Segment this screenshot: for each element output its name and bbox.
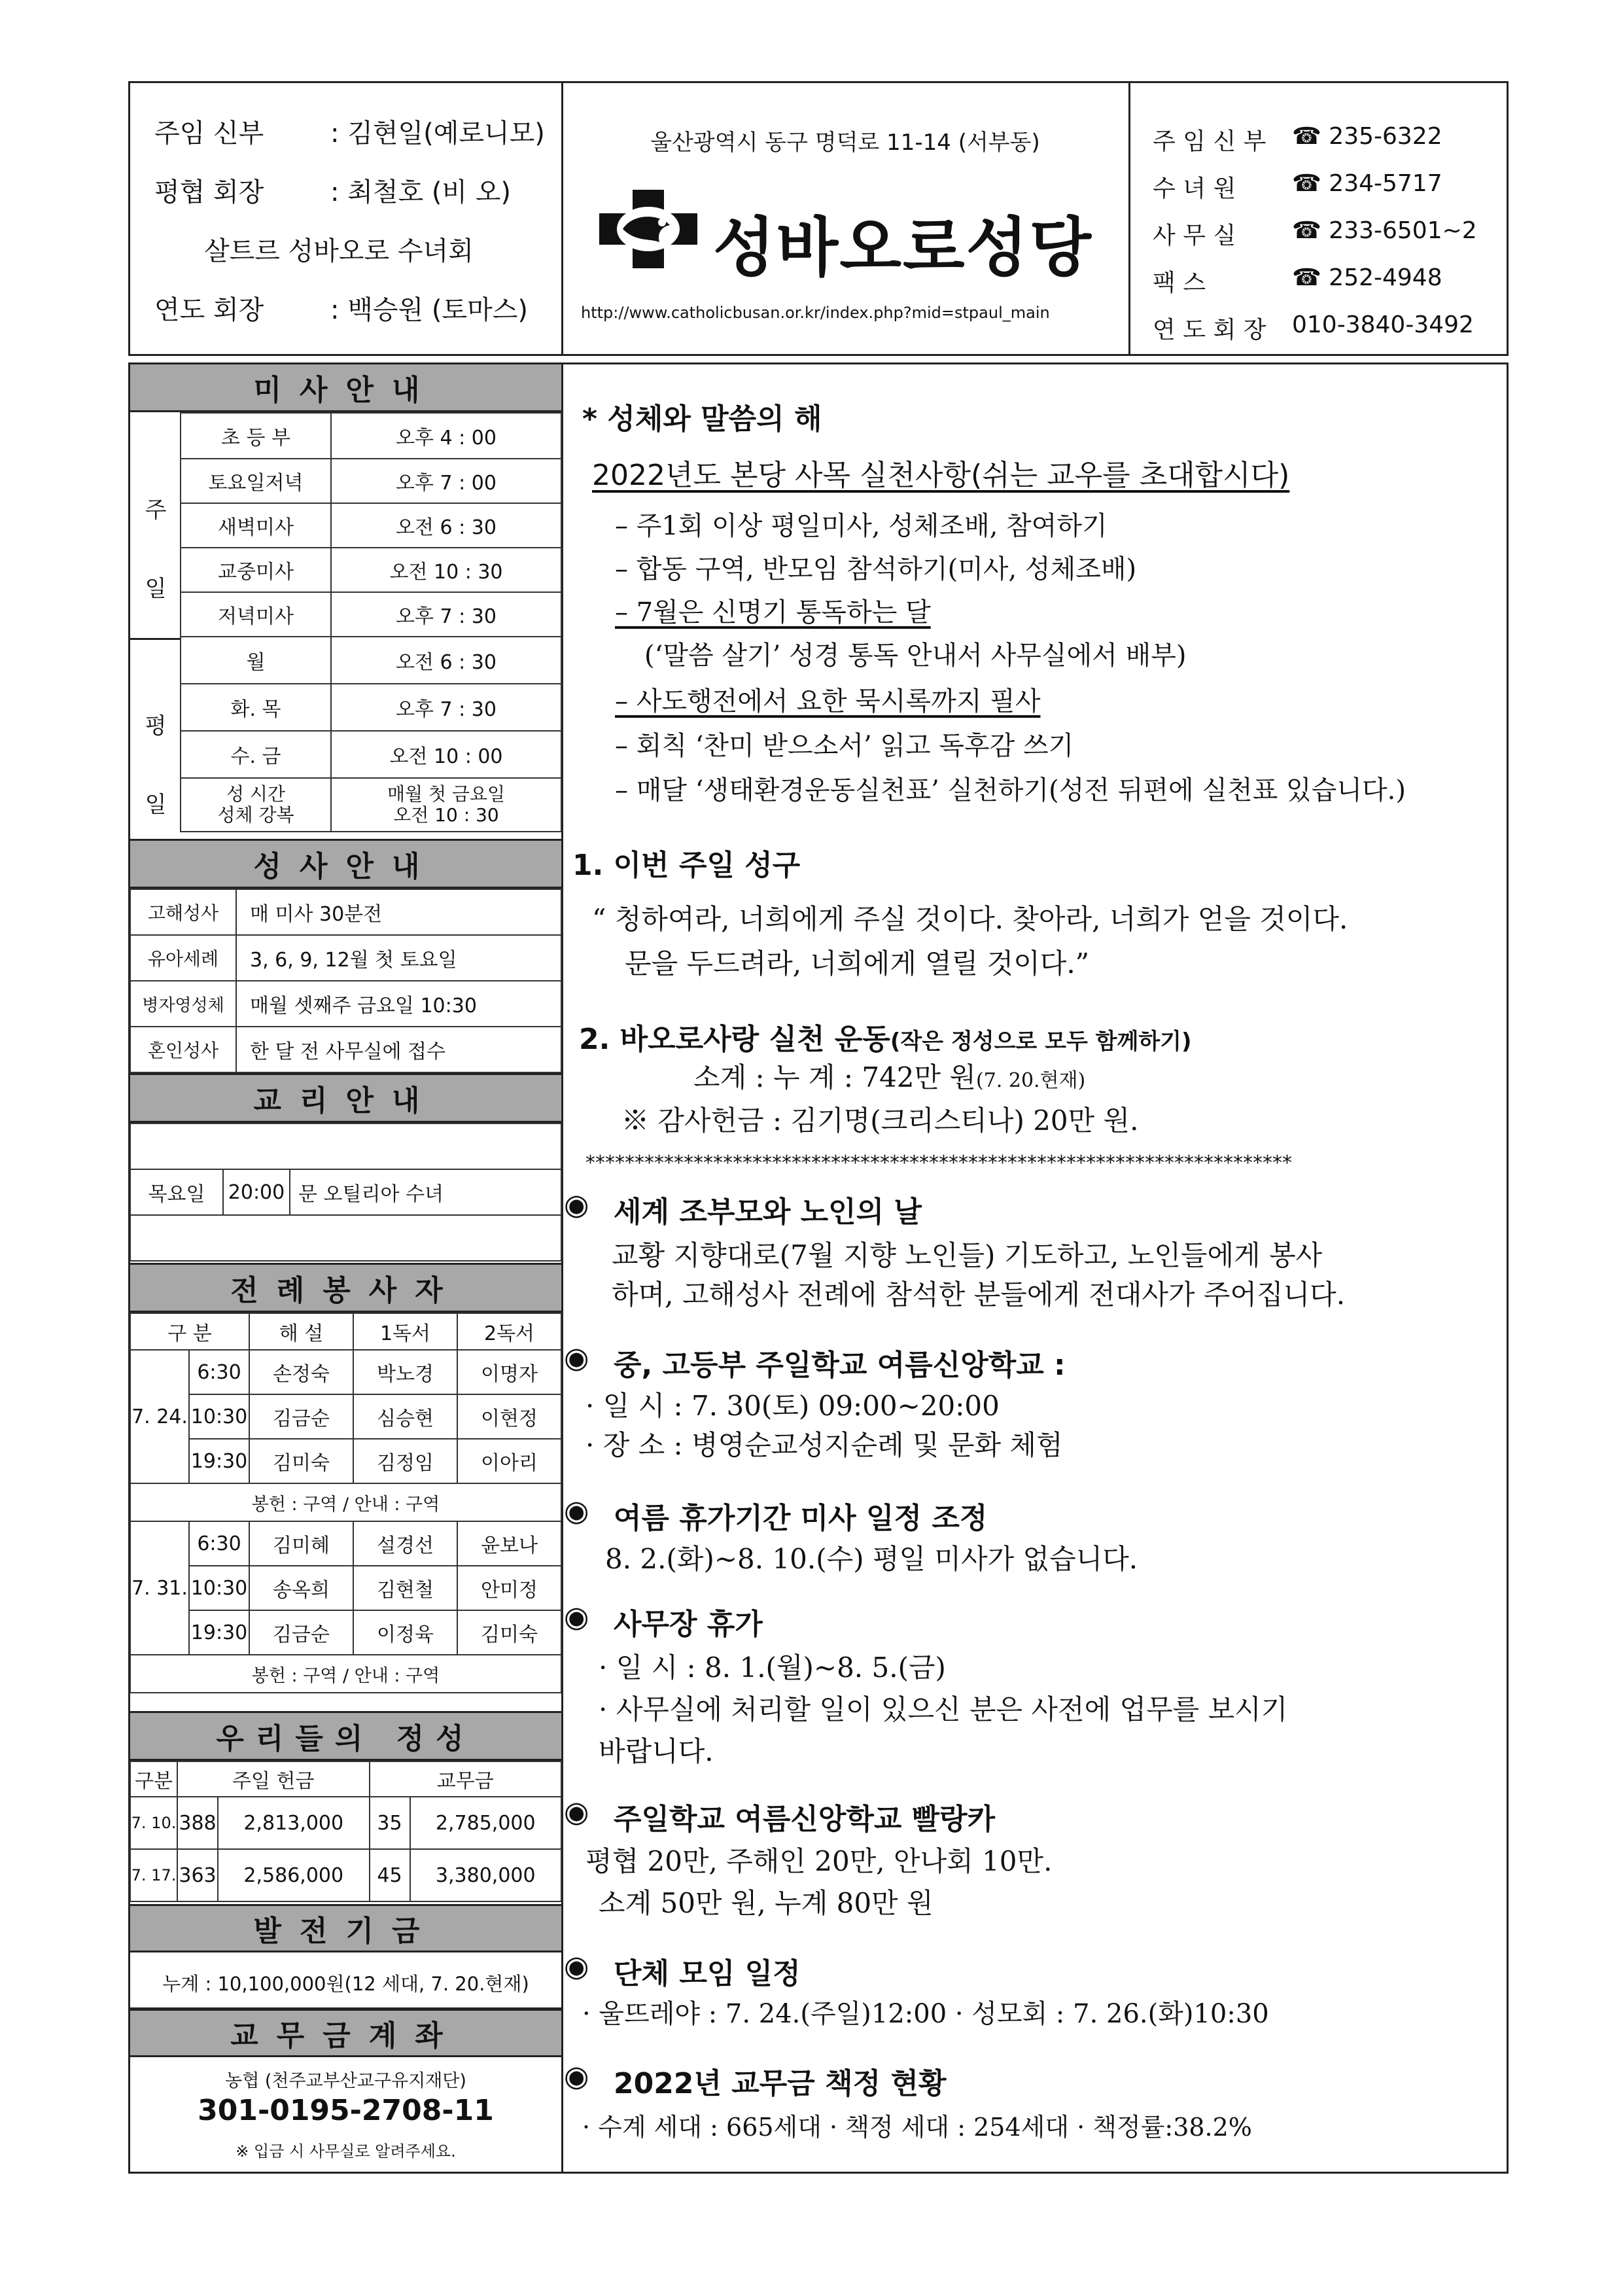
sisters-value: 살트르 성바오로 수녀회 [204, 236, 474, 266]
bullet-icon: ◉ [564, 1795, 589, 1829]
liturgy-reader2: 이명자 [457, 1350, 561, 1394]
notice-title: 주일학교 여름신앙학교 빨랑카 [614, 1803, 996, 1836]
contact-phone: 010-3840-3492 [1292, 311, 1474, 338]
liturgy-reader1: 심승현 [353, 1394, 457, 1439]
offering-count: 35 [370, 1797, 410, 1849]
notice-title: 세계 조부모와 노인의 날 [614, 1195, 922, 1229]
plan-title: 2022년도 본당 사목 실천사항(쉬는 교우를 초대합시다) [592, 459, 1290, 492]
liturgy-date: 7. 24. [130, 1350, 189, 1483]
liturgy-reader1: 설경선 [353, 1521, 457, 1566]
yeondo-label: 연도 회장 [154, 295, 264, 325]
pastor-label: 주임 신부 [154, 118, 264, 149]
liturgy-reader2: 안미정 [457, 1566, 561, 1610]
sacrament-table [130, 889, 562, 1073]
offering-table [130, 1761, 562, 1902]
mass-time: 오후 7 : 30 [331, 592, 561, 637]
contact-label: 주 임 신 부 [1153, 128, 1266, 155]
notice-line: · 수계 세대 : 665세대 · 책정 세대 : 254세대 · 책정률:38.2% [582, 2113, 1252, 2142]
contact-phone: ☎ 233-6501~2 [1292, 217, 1477, 244]
plan-item: – 주1회 이상 평일미사, 성체조배, 참여하기 [615, 511, 1108, 541]
council-value: : 최철호 (비 오) [330, 177, 512, 207]
yeondo-value: : 백승원 (토마스) [330, 295, 528, 325]
liturgy-commentator: 송옥희 [249, 1566, 353, 1610]
church-name: 성바오로성당 [713, 211, 1093, 285]
notice-line: 평협 20만, 주해인 20만, 안나회 10만. [585, 1845, 1053, 1877]
contact-label: 연 도 회 장 [1153, 317, 1266, 344]
year-title: * 성체와 말씀의 해 [582, 402, 822, 436]
notice-title: 2022년 교무금 책정 현황 [614, 2067, 947, 2100]
paul-total-date: (7. 20.현재) [976, 1069, 1086, 1092]
notice-line: 교황 지향대로(7월 지향 노인들) 기도하고, 노인들에게 봉사 [612, 1239, 1323, 1271]
sacrament-section-title: 성사안내 [128, 839, 563, 889]
liturgy-reader1: 김현철 [353, 1566, 457, 1610]
notice-line: · 사무실에 처리할 일이 있으신 분은 사전에 업무를 보시기 [599, 1693, 1288, 1725]
mass-time: 오후 7 : 30 [331, 684, 561, 731]
liturgy-time: 19:30 [189, 1439, 249, 1483]
plan-item: (‘말씀 살기’ 성경 통독 안내서 사무실에서 배부) [644, 641, 1187, 671]
mass-time: 오후 7 : 00 [331, 459, 561, 503]
doctrine-section-title: 교리안내 [128, 1073, 563, 1123]
adoration-name: 성 시간 [226, 783, 286, 805]
plan-item: – 합동 구역, 반모임 참석하기(미사, 성체조배) [615, 554, 1137, 584]
fund-text: 누계 : 10,100,000원(12 세대, 7. 20.현재) [162, 1973, 529, 1995]
contact-label: 수 녀 원 [1153, 175, 1236, 202]
offering-date: 7. 17. [130, 1849, 177, 1901]
notice-title: 여름 휴가기간 미사 일정 조정 [614, 1502, 988, 1535]
liturgy-note: 봉헌 : 구역 / 안내 : 구역 [130, 1483, 561, 1521]
church-address: 울산광역시 동구 명덕로 11-14 (서부동) [650, 130, 1040, 156]
offering-amount: 2,813,000 [218, 1797, 370, 1849]
adoration-time: 오전 10 : 30 [393, 804, 499, 826]
doctrine-day: 목요일 [130, 1169, 223, 1215]
contact-phone: ☎ 235-6322 [1292, 123, 1442, 150]
mass-time: 오전 10 : 30 [331, 548, 561, 592]
council-label: 평협 회장 [154, 177, 264, 207]
notice-title: 사무장 휴가 [614, 1608, 763, 1641]
account-section-title: 교무금계좌 [128, 2009, 563, 2057]
liturgy-commentator: 김금순 [249, 1394, 353, 1439]
liturgy-section-title: 전례봉사자 [128, 1263, 563, 1313]
mass-time: 오후 4 : 00 [331, 413, 561, 459]
liturgy-header: 구 분 [130, 1313, 249, 1350]
plan-item: – 매달 ‘생태환경운동실천표’ 실천하기(성전 뒤편에 실천표 있습니다.) [615, 775, 1406, 805]
sunday-label: 주 일 [145, 497, 167, 602]
liturgy-date: 7. 31. [130, 1521, 189, 1655]
contact-phone: ☎ 252-4948 [1292, 264, 1442, 291]
weekday-label: 평 일 [145, 713, 167, 818]
church-url[interactable]: http://www.catholicbusan.or.kr/index.php?mid=stpaul_main [581, 304, 1050, 322]
liturgy-header: 1독서 [353, 1313, 457, 1350]
offering-count: 388 [177, 1797, 218, 1849]
liturgy-commentator: 김미숙 [249, 1439, 353, 1483]
account-note: ※ 입금 시 사무실로 알려주세요. [236, 2142, 456, 2161]
plan-item: – 회칙 ‘찬미 받으소서’ 읽고 독후감 쓰기 [615, 731, 1074, 761]
liturgy-time: 6:30 [189, 1350, 249, 1394]
contact-phone: ☎ 234-5717 [1292, 170, 1442, 197]
notice-line: 소계 50만 원, 누계 80만 원 [599, 1887, 934, 1919]
paul-total: 소계 : 누 계 : 742만 원 [693, 1061, 977, 1093]
offering-section-title: 우리들의 정성 [128, 1711, 563, 1761]
notice-line: · 울뜨레야 : 7. 24.(주일)12:00 · 성모회 : 7. 26.(화)10:30 [582, 1999, 1269, 2029]
bullet-icon: ◉ [564, 2060, 589, 2093]
offering-header: 구분 [130, 1761, 177, 1797]
notice-line: · 장 소 : 병영순교성지순례 및 문화 체험 [585, 1429, 1063, 1461]
mass-name: 월 [181, 637, 331, 684]
liturgy-commentator: 김미혜 [249, 1521, 353, 1566]
liturgy-reader1: 박노경 [353, 1350, 457, 1394]
notice-line: 바랍니다. [599, 1735, 714, 1767]
mass-name: 저녁미사 [181, 592, 331, 637]
liturgy-note: 봉헌 : 구역 / 안내 : 구역 [130, 1655, 561, 1693]
paul-title-row [579, 1016, 1192, 1057]
bullet-icon: ◉ [564, 1188, 589, 1222]
bullet-icon: ◉ [564, 1600, 589, 1634]
bullet-icon: ◉ [564, 1950, 589, 1983]
notice-line: 8. 2.(화)~8. 10.(수) 평일 미사가 없습니다. [605, 1543, 1138, 1575]
liturgy-table [130, 1313, 562, 1693]
liturgy-header: 해 설 [249, 1313, 353, 1350]
mass-table [180, 412, 562, 832]
account-number: 301-0195-2708-11 [198, 2094, 494, 2127]
bullet-icon: ◉ [564, 1341, 589, 1375]
liturgy-reader2: 이아리 [457, 1439, 561, 1483]
sacrament-name: 혼인성사 [130, 1027, 236, 1072]
notice-title: 단체 모임 일정 [614, 1957, 801, 1990]
mass-name: 새벽미사 [181, 503, 331, 548]
offering-header: 교무금 [370, 1761, 562, 1797]
sacrament-value: 한 달 전 사무실에 접수 [236, 1027, 561, 1072]
liturgy-time: 10:30 [189, 1394, 249, 1439]
church-logo-icon [597, 187, 700, 271]
liturgy-header: 2독서 [457, 1313, 561, 1350]
notice-line: · 일 시 : 7. 30(토) 09:00~20:00 [585, 1390, 1000, 1422]
liturgy-reader1: 이정육 [353, 1610, 457, 1655]
mass-name: 토요일저녁 [181, 459, 331, 503]
offering-date: 7. 10. [130, 1797, 177, 1849]
paul-title: 2. 바오로사랑 실천 운동 [579, 1023, 890, 1056]
liturgy-commentator: 김금순 [249, 1610, 353, 1655]
adoration-name: 성체 강복 [217, 804, 294, 826]
doctrine-table [130, 1123, 562, 1262]
contact-label: 팩 스 [1153, 270, 1206, 296]
sacrament-name: 고해성사 [130, 889, 236, 935]
verse-line: “ 청하여라, 너희에게 주실 것이다. 찾아라, 너희가 얻을 것이다. [592, 903, 1348, 935]
paul-total-row [693, 1056, 1085, 1095]
sacrament-value: 매월 셋째주 금요일 10:30 [236, 981, 561, 1027]
doctrine-teacher: 문 오틸리아 수녀 [290, 1169, 561, 1215]
notice-line: · 일 시 : 8. 1.(월)~8. 5.(금) [599, 1651, 946, 1684]
adoration-time: 매월 첫 금요일 [387, 783, 506, 805]
paul-thanks: ※ 감사헌금 : 김기명(크리스티나) 20만 원. [621, 1104, 1139, 1137]
mass-name: 수. 금 [181, 731, 331, 778]
sacrament-name: 유아세례 [130, 935, 236, 981]
divider-stars: ************************************************************************ [585, 1152, 1292, 1174]
mass-name: 교중미사 [181, 548, 331, 592]
doctrine-time: 20:00 [223, 1169, 290, 1215]
verse-title: 1. 이번 주일 성구 [572, 849, 801, 882]
mass-name: 화. 목 [181, 684, 331, 731]
liturgy-commentator: 손정숙 [249, 1350, 353, 1394]
offering-count: 363 [177, 1849, 218, 1901]
notice-line: 하며, 고해성사 전례에 참석한 분들에게 전대사가 주어집니다. [612, 1279, 1346, 1311]
sacrament-value: 매 미사 30분전 [236, 889, 561, 935]
liturgy-time: 10:30 [189, 1566, 249, 1610]
liturgy-time: 19:30 [189, 1610, 249, 1655]
mass-time: 오전 6 : 30 [331, 503, 561, 548]
offering-amount: 3,380,000 [410, 1849, 562, 1901]
liturgy-reader2: 이현정 [457, 1394, 561, 1439]
verse-line: 문을 두드려라, 너희에게 열릴 것이다.” [625, 947, 1090, 980]
plan-item: – 사도행전에서 요한 묵시록까지 필사 [615, 686, 1041, 716]
mass-section-title: 미사안내 [128, 362, 563, 412]
plan-item: – 7월은 신명기 통독하는 달 [615, 597, 931, 627]
liturgy-reader2: 윤보나 [457, 1521, 561, 1566]
paul-subtitle: (작은 정성으로 모두 함께하기) [890, 1029, 1192, 1055]
sacrament-value: 3, 6, 9, 12월 첫 토요일 [236, 935, 561, 981]
fund-section-title: 발전기금 [128, 1904, 563, 1952]
offering-amount: 2,586,000 [218, 1849, 370, 1901]
pastor-value: : 김현일(예로니모) [330, 118, 545, 149]
account-bank: 농협 (천주교부산교구유지재단) [225, 2071, 466, 2091]
notice-title: 중, 고등부 주일학교 여름신앙학교 : [614, 1349, 1066, 1382]
liturgy-time: 6:30 [189, 1521, 249, 1566]
mass-time: 오전 10 : 00 [331, 731, 561, 778]
mass-name: 초 등 부 [181, 413, 331, 459]
contact-label: 사 무 실 [1153, 222, 1236, 249]
liturgy-reader1: 김정임 [353, 1439, 457, 1483]
mass-time: 오전 6 : 30 [331, 637, 561, 684]
offering-count: 45 [370, 1849, 410, 1901]
sacrament-name: 병자영성체 [130, 981, 236, 1027]
bullet-icon: ◉ [564, 1494, 589, 1528]
offering-amount: 2,785,000 [410, 1797, 562, 1849]
offering-header: 주일 헌금 [177, 1761, 370, 1797]
liturgy-reader2: 김미숙 [457, 1610, 561, 1655]
